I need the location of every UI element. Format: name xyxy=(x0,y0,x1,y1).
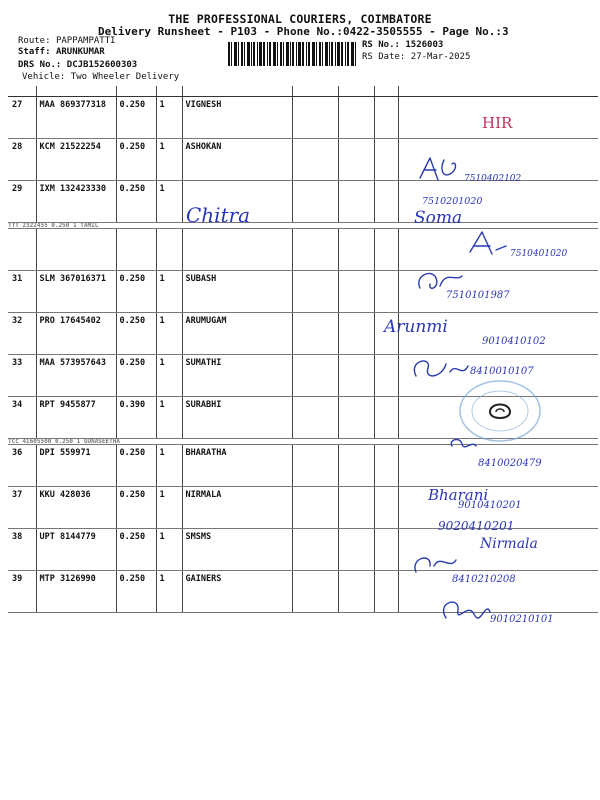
serial-number: 38 xyxy=(8,529,36,571)
serial-number: 34 xyxy=(8,397,36,439)
awb-number: DPI 559971 xyxy=(36,445,116,487)
rs-no-label: RS No.: xyxy=(362,40,400,50)
awb-number: MAA 869377318 xyxy=(36,97,116,139)
signature-row28 xyxy=(420,158,456,180)
vehicle-value: Two Wheeler Delivery xyxy=(70,72,180,82)
consignee: SUMATHI xyxy=(182,355,292,397)
staff-label: Staff: xyxy=(18,47,51,57)
drs-value: DCJB152600303 xyxy=(66,60,138,70)
company-stamp xyxy=(456,378,544,444)
signature-row39 xyxy=(444,602,490,618)
serial-number: 28 xyxy=(8,139,36,181)
signature-row33 xyxy=(414,361,468,376)
consignee: NIRMALA xyxy=(182,487,292,529)
awb-number: MTP 3126990 xyxy=(36,571,116,613)
weight: 0.250 xyxy=(116,97,156,139)
consignee: VIGNESH xyxy=(182,97,292,139)
hir-note: HIR xyxy=(482,114,513,132)
pieces: 1 xyxy=(156,313,182,355)
weight: 0.250 xyxy=(116,139,156,181)
pieces: 1 xyxy=(156,139,182,181)
cut-row-text: TCC 41605500 0.250 1 GUNASEETHA xyxy=(8,439,598,445)
row28-phone: 7510402102 xyxy=(464,174,522,184)
consignee: ARUMUGAM xyxy=(182,313,292,355)
awb-number: SLM 367016371 xyxy=(36,271,116,313)
pieces: 1 xyxy=(156,529,182,571)
pieces: 1 xyxy=(156,571,182,613)
awb-number: KCM 21522254 xyxy=(36,139,116,181)
consignee: BHARATHA xyxy=(182,445,292,487)
weight: 0.250 xyxy=(116,313,156,355)
serial-number: 33 xyxy=(8,355,36,397)
weight: 0.250 xyxy=(116,529,156,571)
pieces: 1 xyxy=(156,271,182,313)
rs-no-value: 1526003 xyxy=(405,40,444,50)
weight: 0.250 xyxy=(116,445,156,487)
row32-name: Arunmi xyxy=(384,317,448,337)
consignee: ASHOKAN xyxy=(182,139,292,181)
consignee: SUBASH xyxy=(182,271,292,313)
pieces: 1 xyxy=(156,97,182,139)
signature-row38 xyxy=(415,558,456,572)
serial-number: 32 xyxy=(8,313,36,355)
row32-phone: 9010410102 xyxy=(482,336,546,347)
serial-number: 36 xyxy=(8,445,36,487)
weight: 0.250 xyxy=(116,355,156,397)
drs-label: DRS No.: xyxy=(18,60,62,70)
weight: 0.250 xyxy=(116,271,156,313)
row31-phone: 7510101987 xyxy=(446,290,510,301)
signature-row30 xyxy=(470,232,506,254)
row35-phone: 8410020479 xyxy=(478,458,542,469)
chitra-signature: Chitra xyxy=(186,203,251,227)
cut-row-text: TTT 2322455 0.250 1 TAMIL xyxy=(8,223,598,229)
route-value: PAPPAMPATTI xyxy=(55,36,116,46)
serial-number: 39 xyxy=(8,571,36,613)
weight: 0.390 xyxy=(116,397,156,439)
row29-phone: 7510201020 xyxy=(422,196,483,207)
pieces: 1 xyxy=(156,355,182,397)
awb-number: IXM 132423330 xyxy=(36,181,116,223)
awb-number: KKU 428036 xyxy=(36,487,116,529)
row33-phone: 8410010107 xyxy=(470,366,534,377)
weight: 0.250 xyxy=(116,571,156,613)
route-label: Route: xyxy=(18,36,51,46)
awb-number: PRO 17645402 xyxy=(36,313,116,355)
awb-number: RPT 9455877 xyxy=(36,397,116,439)
pieces: 1 xyxy=(156,487,182,529)
consignee: SMSMS xyxy=(182,529,292,571)
consignee: SURABHI xyxy=(182,397,292,439)
pieces: 1 xyxy=(156,397,182,439)
signature-row31 xyxy=(419,273,462,288)
weight: 0.250 xyxy=(116,487,156,529)
runsheet-subtitle: Delivery Runsheet - P103 - Phone No.:0422-3505555 - Page No.:3 xyxy=(98,25,509,38)
pieces: 1 xyxy=(156,445,182,487)
rs-date-label: RS Date: xyxy=(362,52,406,62)
staff-value: ARUNKUMAR xyxy=(55,47,105,57)
row29-name: Soma xyxy=(414,208,463,228)
weight: 0.250 xyxy=(116,181,156,223)
row38-phone: 8410210208 xyxy=(452,574,516,585)
row37-phone: 9020410201 xyxy=(438,519,515,533)
serial-number: 29 xyxy=(8,181,36,223)
serial-number: 31 xyxy=(8,271,36,313)
serial-number: 27 xyxy=(8,97,36,139)
row39-phone: 9010210101 xyxy=(490,614,554,625)
awb-number: MAA 573957643 xyxy=(36,355,116,397)
vehicle-label: Vehicle: xyxy=(22,72,66,82)
row36-phone: 9010410201 xyxy=(458,500,522,511)
pieces: 1 xyxy=(156,181,182,223)
row36-name: Bharani xyxy=(428,486,489,504)
awb-number: UPT 8144779 xyxy=(36,529,116,571)
rs-date-value: 27-Mar-2025 xyxy=(410,52,471,62)
row37-name: Nirmala xyxy=(480,536,538,552)
document-title: THE PROFESSIONAL COURIERS, COIMBATORE xyxy=(168,12,432,26)
row30-phone: 7510401020 xyxy=(510,249,568,259)
consignee: GAINERS xyxy=(182,571,292,613)
serial-number: 37 xyxy=(8,487,36,529)
